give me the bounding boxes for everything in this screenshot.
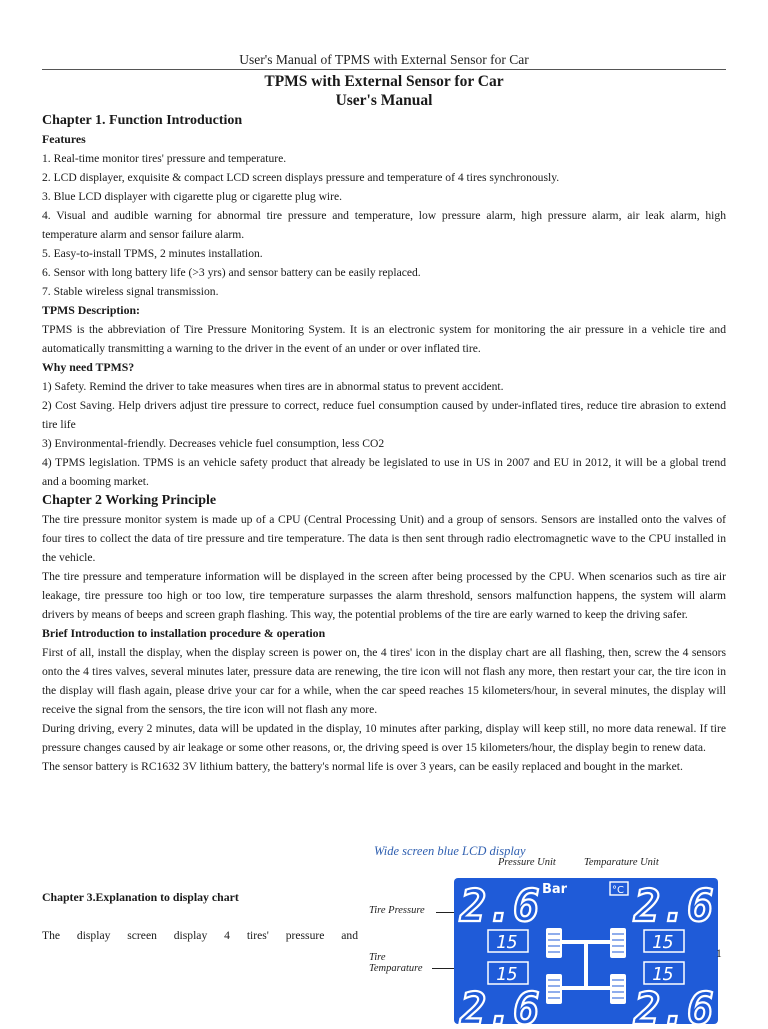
chapter2-heading: Chapter 2 Working Principle: [42, 493, 217, 508]
feature-item: 2. LCD displayer, exquisite & compact LCD screen displays pressure and temperature of 4 tires synchronously.: [42, 171, 560, 184]
car-chassis-icon: [546, 928, 626, 1004]
figure-caption: Wide screen blue LCD display: [374, 844, 526, 858]
tire-temperature-label-line2: Temparature: [369, 963, 423, 974]
why-item: 2) Cost Saving. Help drivers adjust tire pressure to correct, reduce fuel consumption caused by under-inflated tires, reduce tire abrasion to extend tire life: [42, 399, 726, 431]
tire-icon-front-right: [610, 928, 626, 958]
temp-bottom-right: 15: [652, 964, 674, 985]
why-item: 1) Safety. Remind the driver to take measures when tires are in abnormal status to prevent accident.: [42, 380, 504, 393]
tire-icon-front-left: [546, 928, 562, 958]
page-number: 1: [716, 947, 722, 960]
feature-item: 4. Visual and audible warning for abnormal tire pressure and temperature, low pressure alarm, high pressure alarm, air leak alarm, high temperature alarm and sensor failure alarm.: [42, 209, 726, 241]
chapter2-paragraph: The tire pressure and temperature information will be displayed in the screen after being processed by the CPU. When scenarios such as tire air leakage, tire pressure too high or too low, tire temperature surpasses the alarm threshold, sensors malfunction happens, the system will alarm drivers by means of beeps and screen graph flashing. This way, the potential problems of the tire are early warned to keep the driving safer.: [42, 570, 726, 621]
temp-top-left: 15: [496, 932, 518, 953]
pressure-bottom-left: 2.6: [460, 984, 540, 1024]
tire-icon-rear-left: [546, 974, 562, 1004]
feature-item: 3. Blue LCD displayer with cigarette plug or cigarette plug wire.: [42, 190, 343, 203]
battery-paragraph: The sensor battery is RC1632 3V lithium battery, the battery's normal life is over 3 years, can be easily replaced and bought in the market.: [42, 760, 683, 773]
pressure-unit-label: Pressure Unit: [498, 857, 556, 868]
installation-heading: Brief Introduction to installation procedure & operation: [42, 626, 326, 640]
chapter3-text: The display screen display 4 tires' pressure and: [42, 929, 358, 942]
header-rule: [42, 69, 726, 70]
why-item: 3) Environmental-friendly. Decreases vehicle fuel consumption, less CO2: [42, 437, 385, 450]
running-header: User's Manual of TPMS with External Sensor for Car: [239, 52, 529, 67]
drive-shaft: [584, 940, 588, 990]
features-heading: Features: [42, 132, 86, 146]
tire-icon-rear-right: [610, 974, 626, 1004]
chapter2-paragraph: The tire pressure monitor system is made up of a CPU (Central Processing Unit) and a group of sensors. Sensors are installed onto the valves of four tires to collect the data of tire pressure and tire temperature. The data is then sent through radio electromagnetic wave to the CPU installed in the vehicle.: [42, 513, 726, 564]
pressure-unit-bar: Bar: [542, 882, 568, 897]
installation-paragraph: During driving, every 2 minutes, data will be updated in the display, 10 minutes after parking, display will keep still, no more data renewal. If tire pressure changes caused by air leakage or some other reasons, or, the driving speed is over 15 kilometers/hour, the display begin to renew data.: [42, 722, 726, 754]
feature-item: 7. Stable wireless signal transmission.: [42, 285, 219, 298]
feature-item: 1. Real-time monitor tires' pressure and temperature.: [42, 152, 287, 165]
temp-top-right: 15: [652, 932, 674, 953]
chapter3-heading: Chapter 3.Explanation to display chart: [42, 890, 239, 904]
pressure-bottom-right: 2.6: [634, 984, 714, 1024]
lcd-display-figure: [366, 840, 718, 1024]
tpms-description-heading: TPMS Description:: [42, 303, 140, 317]
why-tpms-heading: Why need TPMS?: [42, 360, 135, 374]
installation-paragraph: First of all, install the display, when the display screen is power on, the 4 tires' icon in the display chart are all flashing, then, screw the 4 sensors onto the 4 tires valves, several minutes later, pressure data are renewing, the tire icon will not flash any more, then restart your car, the tire icon in the display will flash again, please drive your car for a while, when the car speed reaches 15 kilometers/hour, in several minutes, the display will receive the signal from the sensors, the tire icon will not flash any more.: [42, 646, 726, 716]
chapter1-heading: Chapter 1. Function Introduction: [42, 113, 243, 128]
feature-item: 5. Easy-to-install TPMS, 2 minutes installation.: [42, 247, 263, 260]
tpms-description-text: TPMS is the abbreviation of Tire Pressure Monitoring System. It is an electronic system for monitoring the air pressure in a vehicle tire and automatically transmitting a warning to the driver in the event of an under or over inflated tire.: [42, 323, 726, 355]
tire-temperature-label: [369, 952, 422, 974]
tire-temperature-label-line1: Tire: [369, 952, 386, 963]
lcd-graphics: [454, 878, 718, 1024]
feature-item: 6. Sensor with long battery life (>3 yrs) and sensor battery can be easily replaced.: [42, 266, 421, 279]
tire-pressure-label: Tire Pressure: [369, 905, 425, 916]
temp-bottom-left: 15: [496, 964, 518, 985]
document-title: TPMS with External Sensor for Car: [264, 73, 504, 90]
pressure-top-left: 2.6: [460, 881, 540, 932]
lcd-screen: [454, 878, 718, 1024]
temperature-unit-celsius: °C: [612, 885, 624, 896]
pressure-top-right: 2.6: [634, 881, 714, 932]
document-subtitle: User's Manual: [335, 92, 433, 109]
why-item: 4) TPMS legislation. TPMS is an vehicle safety product that already be legislated to use in US in 2007 and EU in 2012, it will be a global trend and a booming market.: [42, 456, 726, 488]
temperature-unit-label: Temparature Unit: [584, 857, 659, 868]
document-body: [42, 111, 726, 776]
